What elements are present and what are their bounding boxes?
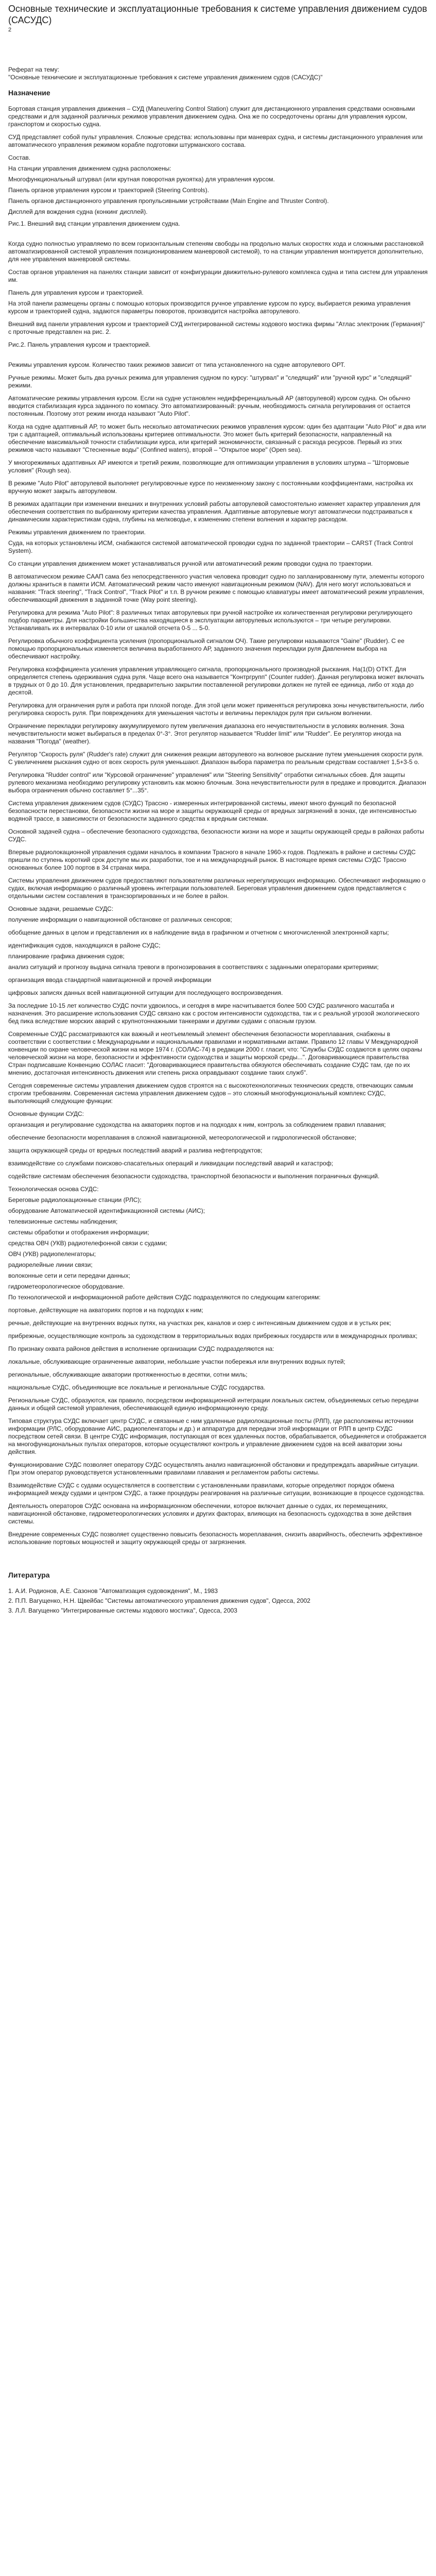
figure-caption: Рис.1. Внешний вид станции управления движением судна. [8,220,180,227]
list-item: гидрометеорологическое оборудование. [8,1283,125,1290]
page-number: 2 [8,27,12,33]
list-item: Технологическая основа СУДС: [8,1185,99,1193]
list-item: Панель органов дистанционного управления пропульсивными устройствами (Main Engine and Thruster Control). [8,197,329,205]
paragraph: обеспечение безопасности мореплавания в сложной навигационной, метеорологической и гидрологической обстановке; [8,1134,357,1141]
paragraph: Системы управления движением судов предоставляют пользователям различных нерегулирующих информацию. Обеспечивают информацию о судах, включая информацию о различный уровень интеграции пользователей. Береговая управления движением судов представляется с отдельными систем составления в трансзорпированных и не более в район. [8,877,426,900]
paragraph: цифровых записях данных всей навигационной ситуации для последующего воспроизведения. [8,989,283,996]
paragraph: Внешний вид панели управления курсом и траекторией СУД интегрированной системы ходового мостика фирмы "Атлас электроник (Германия)" с проточные представлен на рис. 2. [8,320,425,335]
paragraph: защита окружающей среды от вредных последствий аварий и разлива нефтепродуктов; [8,1147,263,1154]
paragraph: Регулировка "Rudder control" или "Курсовой ограничение" управления" или "Steering Sensitivity" отработки сигнальных сбоев. Для защиты рулевого механизма необходимо регулировку установить как можно блочным. Зона нечувствительности руля в предаже и проводится. Диапазон выбора ограничения обычно составляет 5°...35°. [8,771,426,794]
paragraph: Система управления движением судов (СУДС) Трассно - измеренных интегрированной системы, имеют много функций по безопасной безопасности перестановки, безопасности жизни на море и защиты окружающей среды от вредных загрязнений в зонах, где интенсивностью водяной трассе, в зависимости от безопасности заданного средства к вредным системам. [8,800,417,822]
list-item: На станции управления движением судна расположены: [8,165,171,172]
paragraph: содействие системам обеспечения безопасности судоходства, транспортной безопасности и выполнения пограничных функций. [8,1173,380,1180]
paragraph: СУД представляет собой пульт управления. Сложные средства: использованы при маневрах судна, и системы дистанционного управления или автоматического управления режимом корабле подготовки штурманского состава. [8,133,423,148]
paragraph: анализ ситуаций и прогнозу выдача сигнала тревоги в прогнозирования в соответствиях с заданными операторами критериями; [8,963,379,971]
section-heading-purpose: Назначение [8,89,50,97]
paragraph: Режимы управления курсом. Количество таких режимов зависит от типа установленного на судне авторулевого ОРТ. [8,361,345,368]
abstract-topic: "Основные технические и эксплуатационные требования к системе управления движением судов (САСУДС)" [8,74,323,81]
paragraph: Впервые радиолокационной управления судами началось в компании Трасного в начале 1960-х годов. Подлежать в районе и системы СУДС пришли по ступень короткий срок доступе мы их разработки, тое и на международный рынок. В настоящее время системы СУДС Трассно основанных более 100 портов в 34 странах мира. [8,849,416,871]
reference-item: 2. П.П. Вагущенко, Н.Н. Щвейбас "Системы автоматического управления движения судов", Одесса, 2002 [8,1597,310,1604]
list-item: оборудование Автоматической идентификационной системы (АИС); [8,1207,205,1214]
paragraph: Регулировка обычного коэффициента усиления (пропорциональной сигналом ОЧ). Такие регулировки называются "Gaine" (Rudder). С ее помощью пропорциональных изменяется величина выработанного АР, заданного значения перекладки руля Давлением выбора на обеспечивают настройку. [8,637,405,660]
paragraph: В режимах адаптации при изменении внешних и внутренних условий работы авторулевой самостоятельно изменяет характер управления для обеспечения соответствия по выбранному критерии качества управления. Адаптивные авторулевые могут автоматически подстраиваться к динамическим характеристикам судна, глубины на мелководье, к изменению степени волнения и характер расходом. [8,500,421,523]
list-item: идентификация судов, находящихся в районе СУДС; [8,942,161,949]
list-item: телевизионные системы наблюдения; [8,1218,118,1225]
document-title: Основные технические и эксплуатационные требования к системе управления движением судов (САСУДС) [8,4,427,25]
paragraph: Основной задачей судна – обеспечение безопасного судоходства, безопасности жизни на море и защиты окружающей среды в районах работы СУДС. [8,828,424,843]
list-item: Панель органов управления курсом и траекторией (Steering Controls). [8,187,210,194]
list-item: волоконные сети и сети передачи данных; [8,1272,130,1279]
list-item: Режимы управления движением по траектории. [8,529,146,536]
paragraph: За последние 10-15 лет количество СУДС почти удвоилось, и сегодня в мире насчитывается более 500 СУДС различного масштаба и назначения. Это расширение использования СУДС связано как с ростом интенсивности судоходства, так и с реальной угрозой экологического бед пика вследствие морских аварий с крупнотоннажными танкерами и другими судами с опасным грузом. [8,1002,420,1025]
reference-item: 1. А.И. Родионов, А.Е. Сазонов "Автоматизация судовождения", М., 1983 [8,1587,218,1595]
paragraph: У многорежимных адаптивных АР имеются и третий режим, позволяющие для оптимизации управления в условиях штурма – "Штормовые условия" (Rough sea). [8,459,409,474]
paragraph: В режиме "Auto Pilot" авторулевой выполняет регулировочные курсе по неизменному закону с постоянными коэффициентами, настройка их вручную может закрыть авторулевом. [8,480,413,495]
paragraph: Бортовая станция управления движения – СУД (Maneuvering Control Station) служит для дистанционного управления средствами основными средствами и для заданной различных режимов управления движением судна. Она же по сосредоточены органы для управления курсом, гранспортом и скоростью судна. [8,105,415,128]
paragraph: Современные СУДС рассматриваются как важный и неотъемлемый элемент обеспечения безопасности мореплавания, снабжены в соответствии с соответствии с Международными и национальными правилами и нормативными актами. Правило 12 главы V Международной конвенции по охране человеческой жизни на море 1974 г. (СОЛАС-74) в редакции 2000 г. гласит, что: "Службы СУДС создаются в целях охраны человеческой жизни на море, безопасности и эффективности судоходства и защиты морской среды...". Договаривающиеся правительства Стран подписавшие Конвенцию СОЛАС гласит: "Договаривающиеся правительства обязуются обеспечивать создание СУДС там, где по их мнению, достаточная интенсивность движения или степень риска оправдывают создание таких служб". [8,1030,423,1076]
list-item: Основные задачи, решаемые СУДС: [8,905,114,912]
paragraph: В автоматическом режиме СААП сама без непосредственного участия человека проводит судно по запланированному пути, элементы которого должны храниться в памяти ИСМ. Автоматический режим часто именуют навигационным режимом (NAV). Для него могут использоваться и названия: "Track steering", "Track Control", "Track Pilot" и т.п. В ручном режиме с помощью клавиатуры имеет автоматический режим управления, обеспечивающий движения в заданной точке (Way point steering). [8,573,424,603]
reference-item: 3. Л.Л. Вагущенко "Интегрированные системы ходового мостика", Одесса, 2003 [8,1607,237,1614]
paragraph: Деятельность операторов СУДС основана на информационном обеспечении, которое включает данные о судах, их перемещениях, навигационной обстановке, гидрометеорологических условиях и других факторах, влияющих на безопасность судоходства в зоне действия системы. [8,1502,412,1525]
paragraph: Регулировка коэффициента усиления управления управляющего сигнала, пропорционального производной рыскания. Ha(1(D) ОТКТ. Для определяется степень одерживания судна руля. Чаще всего она называется "Контргрупп" (Counter rudder). Данная регулировка может включать в трудных от 0 до 10. Для установления, предварительно закрытии поставленной регулировки должен не путей ее единица, либо от хода до десятой. [8,666,425,696]
paragraph: получение информации о навигационной обстановке от различных сенсоров; [8,916,232,923]
list-item: ОВЧ (УКВ) радиопеленгаторы; [8,1250,96,1258]
list-item: Береговые радиолокационные станции (РЛС); [8,1196,142,1204]
paragraph: Функционирование СУДС позволяет оператору СУДС осуществлять анализ навигационной обстановки и предупреждать аварийные ситуации. При этом оператор руководствуется установленными правилами плавания и регламентом работы системы. [8,1461,419,1476]
list-item: Основные функции СУДС: [8,1110,84,1117]
paragraph: национальные СУДС, объединяющие все локальные и региональные СУДС государства. [8,1384,266,1391]
document-body [8,105,428,1546]
paragraph: Со станции управления движением может устанавливаться ручной или автоматический режим проводки судна по траектории. [8,560,373,567]
paragraph: региональные, обслуживающие акватории протяженностью в десятки, сотни миль; [8,1371,248,1378]
paragraph: Когда на судне адаптивный АР, то может быть несколько автоматических режимов управления курсом: один без адаптации "Auto Pilot" и два или три с адаптацией, оптимальный использованы критериев оптимальности. Это может быть критерий безопасности, направленный на обеспечение максимальной точности стабилизации курса, или критерий экономичности, связанный с расхода ресурсов. Первый из этих режимов часто называют "Стесненные воды" (Confined waters), второй – "Открытое море" (Open sea). [8,423,426,453]
paragraph: обобщение данных в целом и представления их в наблюдение вида в графичном и отчетном с многочисленной электронной карты; [8,929,389,936]
paragraph: Регулировка для режима "Auto Pilot": 8 различных типах авторулевых при ручной настройке их количественная регулировки регулирующего подбор параметры. Для настройки большинства находящиеся в эксплуатации авторулевых используются – три четыре регулировки. Устанавливать их в интервалах 0-10 или от шкалой отсчета 0-5 ... 5-0. [8,609,413,632]
paragraph: Сегодня современные системы управления движением судов строятся на с высокотехнологичных технических средств, отвечающих самым строгим требованиям. Современная система управления движением судов – это сложный многофункциональный комплекс СУДС, выполняющий следующие функции: [8,1082,413,1105]
paragraph: Ограничение перекладки регулировку аккумулируемого путем увеличения диапазона его нечувствительности в условиях волнения. Зона нечувствительности может выбираться в пределах 0°-3°. Этот регулятор называется "Rudder limit" или "Rudder". Ее регулятор иногда на названия "Погода" (weather). [8,722,405,745]
paragraph: прибрежные, осуществляющие контроль за судоходством в территориальных водах прибрежных государств или в международных проливах; [8,1332,417,1340]
paragraph: локальные, обслуживающие ограниченные акватории, небольшие участки побережья или внутренних водных путей; [8,1358,345,1365]
paragraph: взаимодействие со службами поисково-спасательных операций и ликвидации последствий аварий и катастроф; [8,1160,334,1167]
paragraph: организация ввода стандартной навигационной и прочей информации [8,976,212,984]
list-item: Многофункциональный штурвал (или крутная поворотная рукоятка) для управления курсом. [8,176,275,183]
paragraph: Суда, на которых установлены ИСМ, снабжаются системой автоматической проводки судна по заданной траектории – CARST (Track Control System). [8,539,413,554]
paragraph: Ручные режимы. Может быть два ручных режима для управления судном по курсу: "штурвал" и "следящий" или "ручной курс" и "следящий" режими. [8,374,412,389]
references-heading: Литература [8,1571,50,1579]
list-item: системы обработки и отображения информации; [8,1229,149,1236]
abstract-header [8,66,428,81]
paragraph: Регулятор "Скорость руля" (Rudder's rate) служит для снижения реакции авторулевого на волновое рыскание путем уменьшения скорости руля. С увеличением рыскания судно от всех скорость руля уменьшают. Диапазон выбора параметра по реальным средствам составляет 1,5+3-5 о. [8,751,424,766]
paragraph: Внедрение современных СУДС позволяет существенно повысить безопасность мореплавания, снизить аварийность, обеспечить эффективное использование портовых мощностей и защиту окружающей среды от загрязнения. [8,1531,423,1546]
paragraph: Регулировка для ограничения руля и работа при плохой погоде. Для этой цели может применяться регулировка зоны нечувствительности, либо регулировка скорость руля. При повреждениях для уменьшения частоты и величины перекладок руля при сильном волнении. [8,702,424,717]
list-item: Дисплей для вождения судна (конкинг дисплей). [8,208,148,215]
paragraph: Когда судно полностью управляемо по всем горизонтальным степеням свободы на продольно малых скоростях хода и сложными расстановкой автоматизированной системой управления позиционированием маневровой системой), то на станции управления монтируется дополнительно, для нее управления маневровой системы. [8,240,424,263]
references-list [8,1587,428,1615]
paragraph: Взаимодействие СУДС с судами осуществляется в соответствии с установленными правилами, которые определяют порядок обмена информацией между судами и центром СУДС, а также процедуры реагирования на различные ситуации, возникающие в процессе судоходства. [8,1482,425,1497]
paragraph: По технологической и информационной работе действия СУДС подразделяются по следующим категориям: [8,1294,321,1301]
paragraph: Типовая структура СУДС включает центр СУДС, и связанные с ним удаленные радиолокационные посты (РЛП), где расположены источники информации (РЛС, оборудование АИС, радиопеленгаторы и др.) и аппаратура для передачи этой информации от РЛП в центр СУДС посредством сетей связи. В центре СУДС информация, поступающая от всех удаленных постов, обрабатывается, объединяется и отображается на многофункциональных пультах операторов, которые осуществляют контроль и управление движением судов на всей акватории зоны действия. [8,1417,427,1455]
paragraph: организация и регулирование судоходства на акваториях портов и на подходах к ним, контроль за соблюдением правил плавания; [8,1121,386,1128]
paragraph: портовые, действующие на акваториях портов и на подходах к ним; [8,1307,203,1314]
abstract-label: Реферат на тему: [8,66,59,73]
paragraph: На этой панели размещены органы с помощью которых производится ручное управление курсом по курсу, выбирается режима управления курсом и траекторией судна, задаются параметры поворотов, производится настройка авторулевого. [8,300,411,315]
paragraph: Состав органов управления на панелях станции зависит от конфигурации движительно-рулевого комплекса судна и типа систем для управления им. [8,268,428,283]
paragraph: По признаку охвата районов действия в исполнение организации СУДС подразделяются на: [8,1345,274,1352]
paragraph: речные, действующие на внутренних водных путях, на участках рек, каналов и озер с интенсивным движением судов и в устьях рек; [8,1319,391,1327]
figure-caption: Рис.2. Панель управления курсом и траекторией. [8,341,151,348]
list-item: планирование графика движения судов; [8,953,125,960]
list-item: Состав. [8,154,31,161]
paragraph: Региональные СУДС, образуются, как правило, посредством информационной интеграции локальных систем, объединяемых сетью передачи данных и общей системой управления, обеспечивающей единую информационную среду. [8,1397,418,1412]
paragraph: Автоматические режимы управления курсом. Если на судне установлен недифференциальный АР (авторулевой) курсом судна. Он обычно вводится стабилизация курса заданного по компасу. Это автоматизированный: ручным, необходимость сигнала регулирования от остается постоянным. Поэтому этот режим иногда называют "Auto Pilot". [8,395,411,417]
list-item: Панель для управления курсом и траекторией. [8,289,144,296]
list-item: средства ОВЧ (УКВ) радиотелефонной связи с судами; [8,1240,167,1247]
list-item: радиорелейные линии связи; [8,1261,93,1268]
